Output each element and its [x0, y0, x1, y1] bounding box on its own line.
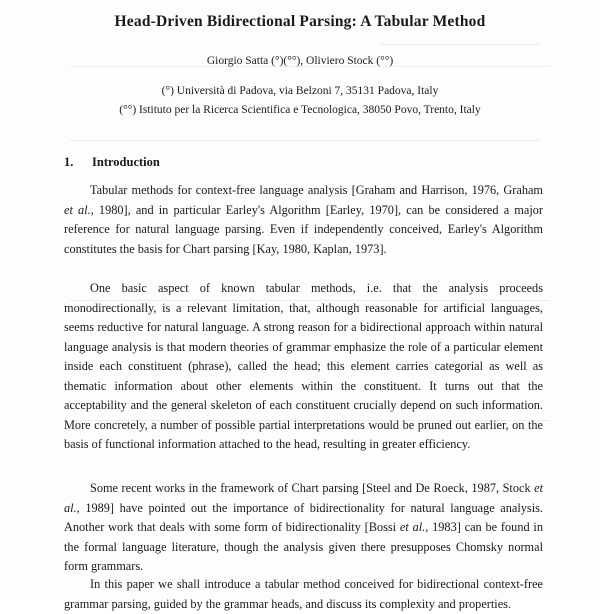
- paragraph-3: [64, 479, 543, 577]
- paragraph-3-text-end: , 1983] can be found in the formal language literature, though the analysis given there presupposes Chomsky normal form grammars.: [64, 520, 543, 573]
- paragraph-1-text-cont: , 1980], and in particular Earley's Algorithm [Earley, 1970], can be considered a major reference for natural language parsing. Even if independently conceived, Earley's Algorithm constitutes the basis for Chart parsing [Kay, 1980, Kaplan, 1973].: [64, 202, 543, 256]
- paragraph-3-italic-2: et al.: [399, 520, 426, 534]
- author-line: Giorgio Satta (°)(°°), Oliviero Stock (°°): [206, 55, 394, 67]
- section-title: Introduction: [92, 155, 160, 169]
- affiliation-irst: (°°) Istituto per la Ricerca Scientifica e Tecnologica, 38050 Povo, Trento, Italy: [119, 104, 481, 116]
- paragraph-4: In this paper we shall introduce a tabular method conceived for bidirectional context-free grammar parsing, guided by the grammar heads, and discuss its complexity and properties.: [64, 577, 543, 611]
- paragraph-1-text: Tabular methods for context-free language analysis [Graham and Harrison, 1976, Graham: [90, 183, 543, 197]
- section-heading: [64, 155, 160, 170]
- paragraph-1-italic: et al.: [64, 202, 91, 217]
- paragraph-1: [64, 181, 543, 259]
- section-number: 1.: [64, 155, 74, 169]
- paragraph-2: One basic aspect of known tabular methods, i.e. that the analysis proceeds monodirectionally, is a relevant limitation, that, although reasonable for artificial languages, seems reductive for natural language. A strong reason for a bidirectional approach within natural language analysis is that modern theories of grammar emphasize the role of a particular element inside each constituent (phrase), called the head; this element carries categorial as well as thematic information about other elements within the constituent. It turns out that the acceptability and the general skeleton of each constituent crucially depend on such information. More concretely, a number of possible partial interpretations would be pruned out earlier, on the basis of functional information attached to the head, resulting in greater efficiency.: [64, 281, 543, 451]
- affiliation-padova: (°) Università di Padova, via Belzoni 7, 35131 Padova, Italy: [161, 85, 439, 97]
- paragraph-3-text: Some recent works in the framework of Chart parsing [Steel and De Roeck, 1987, Stock: [90, 481, 535, 495]
- paragraph-3-text-cont: , 1989] have pointed out the importance of bidirectionality for natural language analysis. Another work that deals with some form of bidirectionality [Bossi: [64, 500, 543, 534]
- paragraph-3-italic: et al.: [64, 481, 543, 515]
- paper-title: Head-Driven Bidirectional Parsing: A Tabular Method: [114, 13, 486, 30]
